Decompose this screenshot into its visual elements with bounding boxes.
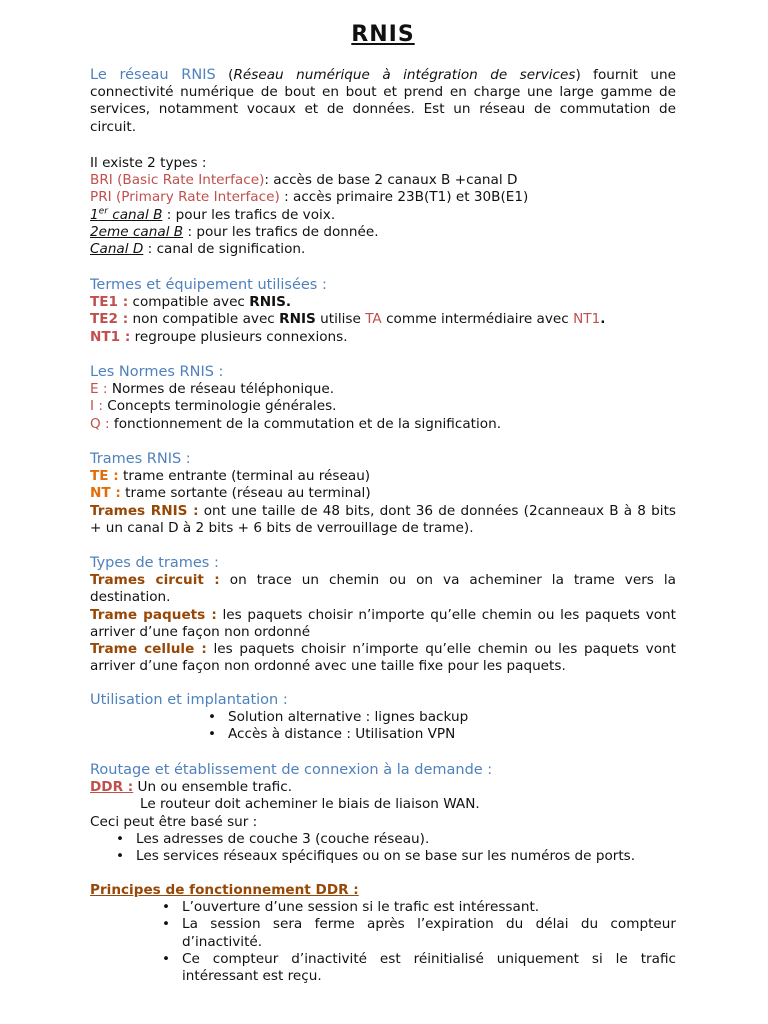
trame-rnis-label: Trames RNIS : <box>90 502 199 519</box>
canal1-post: canal B <box>107 206 163 223</box>
trame-nt-label: NT : <box>90 485 121 502</box>
intro-paragraph <box>90 67 676 136</box>
te2-text1: non compatible avec <box>128 311 280 328</box>
bri-label: BRI (Basic Rate Interface) <box>90 172 265 189</box>
intro-lead: Le réseau RNIS <box>90 67 216 83</box>
pri-text: : accès primaire 23B(T1) et 30B(E1) <box>279 189 529 206</box>
types-intro: Il existe 2 types : <box>90 155 207 171</box>
canal1-line <box>90 207 676 224</box>
types-section <box>90 155 676 258</box>
trame-te-line <box>90 468 676 485</box>
paquets-text: les paquets choisir n’importe qu’elle chemin ou les paquets vont arriver d’une façon non ordonné <box>90 606 677 640</box>
cellule-label: Trame cellule : <box>90 641 207 658</box>
trame-rnis-text: ont une taille de 48 bits, dont 36 de données (2canneaux B à 8 bits + un canal D à 2 bits + 6 bits de verrouillage de trame). <box>90 502 676 536</box>
routage-list <box>136 831 676 865</box>
utilisation-list <box>228 709 676 743</box>
routage-section <box>90 762 676 865</box>
principes-heading: Principes de fonctionnement DDR : <box>90 882 359 898</box>
ceci-line: Ceci peut être basé sur : <box>90 813 258 830</box>
intro-italic: Réseau numérique à intégration de services <box>233 67 576 83</box>
canal1-text: : pour les trafics de voix. <box>162 206 336 223</box>
list-item: • Ce compteur d’inactivité est réinitialisé uniquement si le trafic intéressant est reçu. <box>182 951 676 985</box>
bri-text: : accès de base 2 canaux B +canal D <box>264 172 518 189</box>
norme-i-text: Concepts terminologie générales. <box>102 398 337 415</box>
canald-label: Canal D <box>90 241 144 258</box>
ddr-line2: Le routeur doit acheminer le biais de liaison WAN. <box>140 796 480 813</box>
trame-te-label: TE : <box>90 468 119 485</box>
te2-dot: . <box>600 311 606 328</box>
ddr-text: Un ou ensemble trafic. <box>133 779 293 796</box>
norme-q-label: Q : <box>90 415 110 432</box>
types-trames-heading: Types de trames : <box>90 555 219 571</box>
trame-rnis-line <box>90 503 676 537</box>
trames-heading: Trames RNIS : <box>90 451 191 467</box>
nt1-text: regroupe plusieurs connexions. <box>130 328 348 345</box>
canal1-num: 1 <box>90 206 99 223</box>
pri-line <box>90 189 676 206</box>
canal1-sup: er <box>98 206 108 217</box>
bri-line <box>90 172 676 189</box>
utilisation-section <box>90 692 676 744</box>
intro-rest: ) fournit une connectivité numérique de bout en bout et prend en charge une large gamme de services, notamment vocaux et de données. Est un réseau de commutation de circuit. <box>90 67 676 135</box>
te2-nt1: NT1 <box>573 311 601 328</box>
page-title: RNIS <box>351 22 415 47</box>
te1-label: TE1 : <box>90 294 129 311</box>
ddr-label: DDR : <box>90 779 134 796</box>
te2-text2: utilise <box>315 311 366 328</box>
norme-q-line <box>90 416 676 433</box>
list-item: • Solution alternative : lignes backup <box>228 709 676 726</box>
norme-i-label: I : <box>90 398 103 415</box>
normes-section <box>90 364 676 433</box>
nt1-label: NT1 : <box>90 328 131 345</box>
canal2-text: : pour les trafics de donnée. <box>183 223 379 240</box>
te2-bold: RNIS <box>279 311 316 328</box>
canal2-line <box>90 224 676 241</box>
list-item: • Accès à distance : Utilisation VPN <box>228 726 676 743</box>
te2-ta: TA <box>365 311 382 328</box>
te2-line <box>90 311 676 328</box>
te2-label: TE2 : <box>90 311 129 328</box>
termes-section <box>90 277 676 346</box>
trames-section <box>90 451 676 537</box>
circuit-line <box>90 572 676 606</box>
norme-e-text: Normes de réseau téléphonique. <box>107 381 335 398</box>
te1-bold: RNIS. <box>249 294 292 311</box>
canal1-label <box>90 207 162 223</box>
routage-heading: Routage et établissement de connexion à la demande : <box>90 762 493 778</box>
types-trames-section <box>90 555 676 675</box>
canald-line <box>90 241 676 258</box>
utilisation-heading: Utilisation et implantation : <box>90 692 288 708</box>
list-item: • L’ouverture d’une session si le trafic est intéressant. <box>182 899 676 916</box>
normes-heading: Les Normes RNIS : <box>90 364 224 380</box>
principes-section <box>90 882 676 985</box>
list-item: • Les adresses de couche 3 (couche réseau). <box>136 831 676 848</box>
termes-heading: Termes et équipement utilisées : <box>90 277 327 293</box>
circuit-text: on trace un chemin ou on va acheminer la trame vers la destination. <box>90 572 676 606</box>
cellule-text: les paquets choisir n’importe qu’elle chemin ou les paquets vont arriver d’une façon non ordonné avec une taille fixe pour les paquets. <box>90 641 676 675</box>
paquets-line <box>90 607 676 641</box>
intro-paren-open: ( <box>215 67 234 83</box>
norme-e-label: E : <box>90 381 108 398</box>
trame-nt-line <box>90 485 676 502</box>
list-item: • Les services réseaux spécifiques ou on se base sur les numéros de ports. <box>136 848 676 865</box>
cellule-line <box>90 641 676 675</box>
norme-q-text: fonctionnement de la commutation et de la signification. <box>109 415 502 432</box>
pri-label: PRI (Primary Rate Interface) <box>90 189 280 206</box>
nt1-line <box>90 329 676 346</box>
ddr-line <box>90 779 676 796</box>
te2-text3: comme intermédiaire avec <box>381 311 574 328</box>
norme-e-line <box>90 381 676 398</box>
circuit-label: Trames circuit : <box>90 572 220 589</box>
te1-line <box>90 294 676 311</box>
trame-te-text: trame entrante (terminal au réseau) <box>118 468 371 485</box>
canald-text: : canal de signification. <box>143 241 306 258</box>
principes-list <box>182 899 676 985</box>
canal2-label: 2eme canal B <box>90 223 184 240</box>
te1-text: compatible avec <box>128 294 250 311</box>
paquets-label: Trame paquets : <box>90 606 217 623</box>
list-item: • La session sera ferme après l’expiration du délai du compteur d’inactivité. <box>182 916 676 950</box>
norme-i-line <box>90 398 676 415</box>
trame-nt-text: trame sortante (réseau au terminal) <box>120 485 371 502</box>
